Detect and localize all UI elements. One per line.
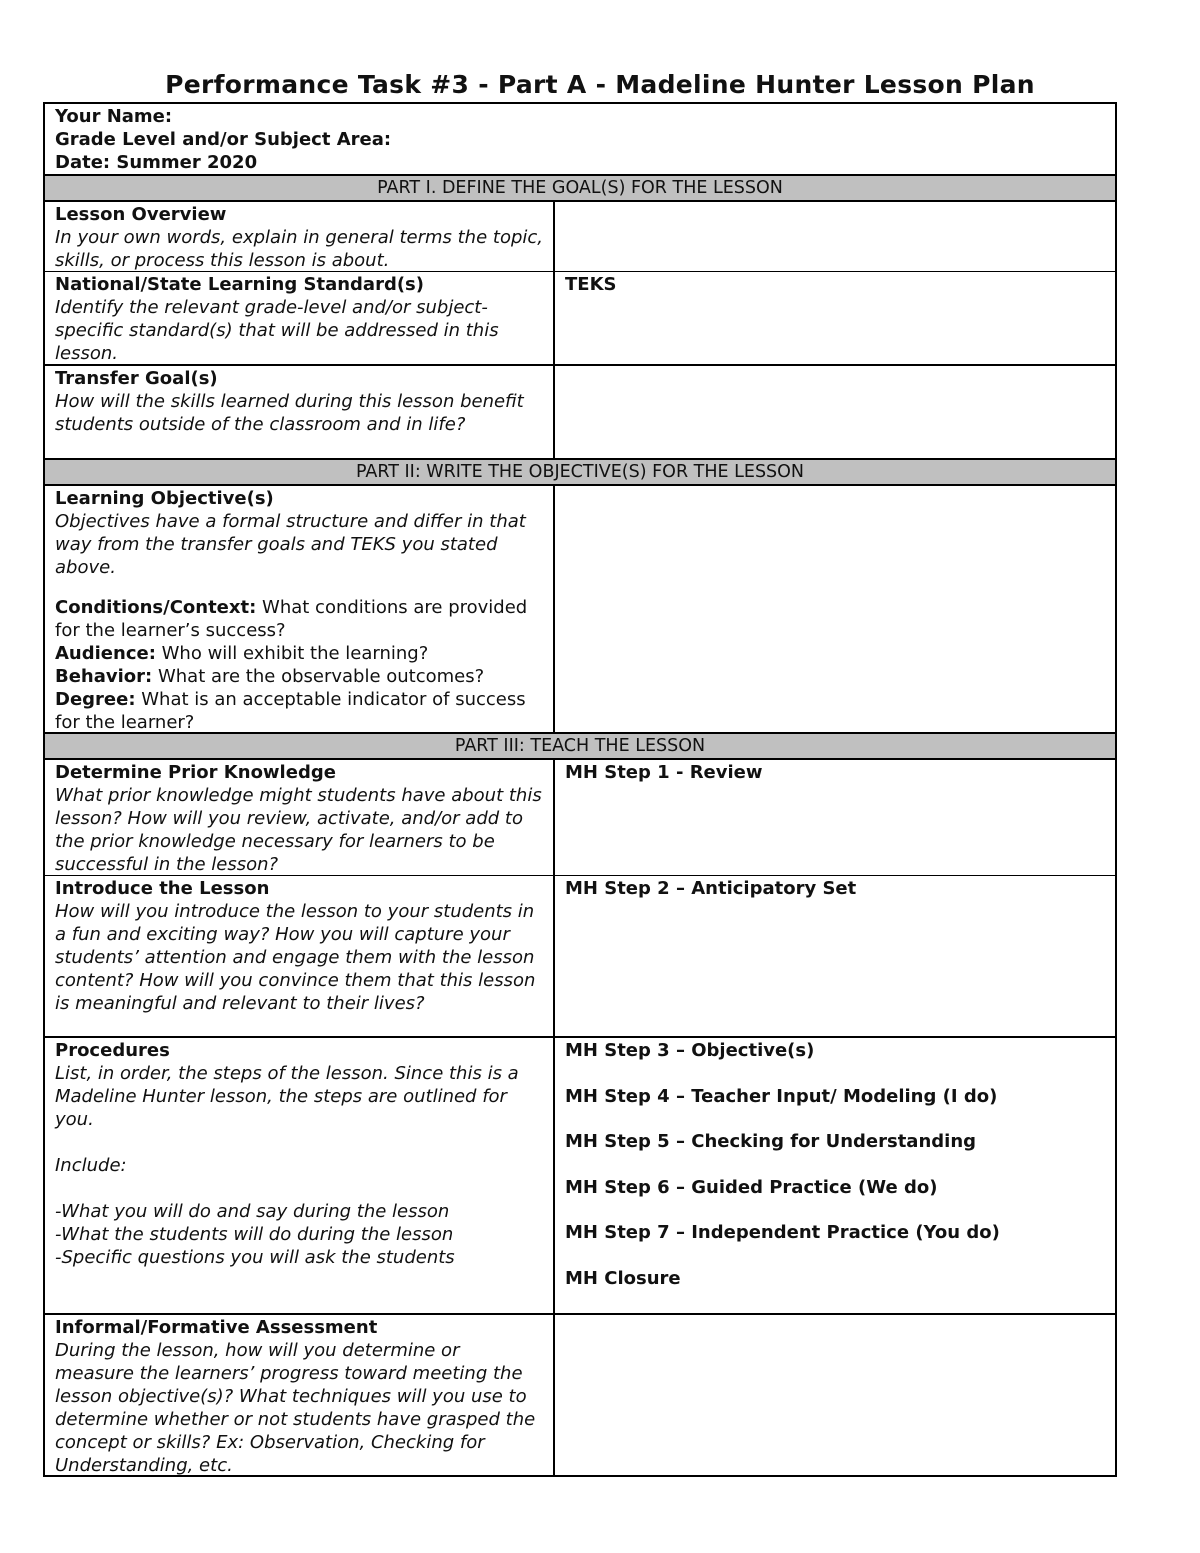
objectives-row [45,484,1115,732]
procedures-label: Procedures [55,1040,170,1061]
transfer-row [45,364,1115,458]
behavior-text: What are the observable outcomes? [152,666,485,687]
procedures-prompt-cell [45,1038,555,1313]
page-title: Performance Task #3 - Part A - Madeline Hunter Lesson Plan [165,70,1035,99]
objectives-prompt: Objectives have a formal structure and differ in that way from the transfer goals and TEKS you stated above. [55,511,526,578]
intro-row [45,875,1115,1036]
intro-response[interactable] [555,876,1115,1036]
procedures-row [45,1036,1115,1313]
include-label: Include: [55,1155,127,1176]
mh-step-1: MH Step 1 - Review [565,762,763,783]
standards-row [45,271,1115,364]
behavior-label: Behavior: [55,666,153,687]
prior-label: Determine Prior Knowledge [55,762,336,783]
transfer-label: Transfer Goal(s) [55,368,218,389]
header-row [45,104,1115,174]
mh-step-3: MH Step 3 – Objective(s) [565,1040,815,1061]
prior-prompt-cell [45,760,555,875]
mh-step-2: MH Step 2 – Anticipatory Set [565,878,857,899]
part1-heading: PART I. DEFINE THE GOAL(S) FOR THE LESSON [45,176,1115,200]
standards-response[interactable]: TEKS [565,274,617,295]
procedure-bullet: -Specific questions you will ask the students [55,1247,455,1268]
overview-row [45,200,1115,271]
mh-step-7: MH Step 7 – Independent Practice (You do) [565,1222,1000,1243]
intro-label: Introduce the Lesson [55,878,270,899]
part2-heading: PART II: WRITE THE OBJECTIVE(S) FOR THE LESSON [45,460,1115,484]
assessment-response[interactable] [555,1315,1115,1475]
part1-heading-row [45,174,1115,200]
behavior-line [55,665,543,688]
mh-step-6: MH Step 6 – Guided Practice (We do) [565,1176,938,1198]
prior-prompt: What prior knowledge might students have about this lesson? How will you review, activate, and/or add to the prior knowledge necessary for learners to be successful in the lesson? [55,785,542,875]
procedure-bullet: -What you will do and say during the lesson [55,1201,450,1222]
assessment-label: Informal/Formative Assessment [55,1317,378,1338]
assessment-row [45,1313,1115,1475]
transfer-response[interactable] [555,366,1115,458]
assessment-prompt: During the lesson, how will you determine or measure the learners’ progress toward meeting the lesson objective(s)? What techniques will you use to determine whether or not students have grasped the concept or skills? Ex: Observation, Checking for Understanding, etc. [55,1340,536,1476]
grade-label: Grade Level and/or Subject Area: [55,129,392,150]
mh-step-5: MH Step 5 – Checking for Understanding [565,1131,977,1152]
part3-heading: PART III: TEACH THE LESSON [45,734,1115,758]
procedures-prompt: List, in order, the steps of the lesson. Since this is a Madeline Hunter lesson, the steps are outlined for you. [55,1063,519,1130]
part3-heading-row [45,732,1115,758]
mh-step-4: MH Step 4 – Teacher Input/ Modeling (I do) [565,1085,998,1107]
degree-line [55,688,543,734]
overview-response[interactable] [555,202,1115,271]
objectives-prompt-cell [45,486,555,732]
procedures-response[interactable] [555,1038,1115,1313]
conditions-label: Conditions/Context: [55,597,257,618]
procedure-bullet: -What the students will do during the lesson [55,1224,454,1245]
degree-text: What is an acceptable indicator of success for the learner? [55,689,526,733]
header-fields[interactable] [45,104,1115,174]
assessment-prompt-cell [45,1315,555,1475]
standards-label: National/State Learning Standard(s) [55,274,424,295]
intro-prompt-cell [45,876,555,1036]
lesson-plan-table [43,102,1117,1477]
degree-label: Degree: [55,689,136,710]
objectives-response[interactable] [555,486,1115,732]
audience-text: Who will exhibit the learning? [155,643,429,664]
spacer [55,579,543,596]
prior-response[interactable] [555,760,1115,875]
standards-prompt-cell [45,272,555,364]
spacer [55,1177,543,1200]
date-label: Date: Summer 2020 [55,152,258,173]
intro-prompt: How will you introduce the lesson to your students in a fun and exciting way? How you will capture your students’ attention and engage them with the lesson content? How will you convince them that this lesson is meaningful and relevant to their lives? [55,901,536,1014]
transfer-prompt-cell [45,366,555,458]
conditions-line [55,596,543,642]
audience-label: Audience: [55,643,156,664]
part2-heading-row [45,458,1115,484]
overview-prompt: In your own words, explain in general terms the topic, skills, or process this lesson is about. [55,227,544,271]
mh-closure: MH Closure [565,1267,681,1289]
conditions-text: What conditions are provided for the learner’s success? [55,597,528,641]
standards-prompt: Identify the relevant grade-level and/or subject-specific standard(s) that will be addressed in this lesson. [55,297,499,364]
objectives-label: Learning Objective(s) [55,488,274,509]
prior-knowledge-row [45,758,1115,875]
overview-prompt-cell [45,202,555,271]
name-label: Your Name: [55,106,173,127]
overview-label: Lesson Overview [55,204,227,225]
audience-line [55,642,543,665]
spacer [55,1131,543,1154]
transfer-prompt: How will the skills learned during this lesson benefit students outside of the classroom and in life? [55,391,524,435]
